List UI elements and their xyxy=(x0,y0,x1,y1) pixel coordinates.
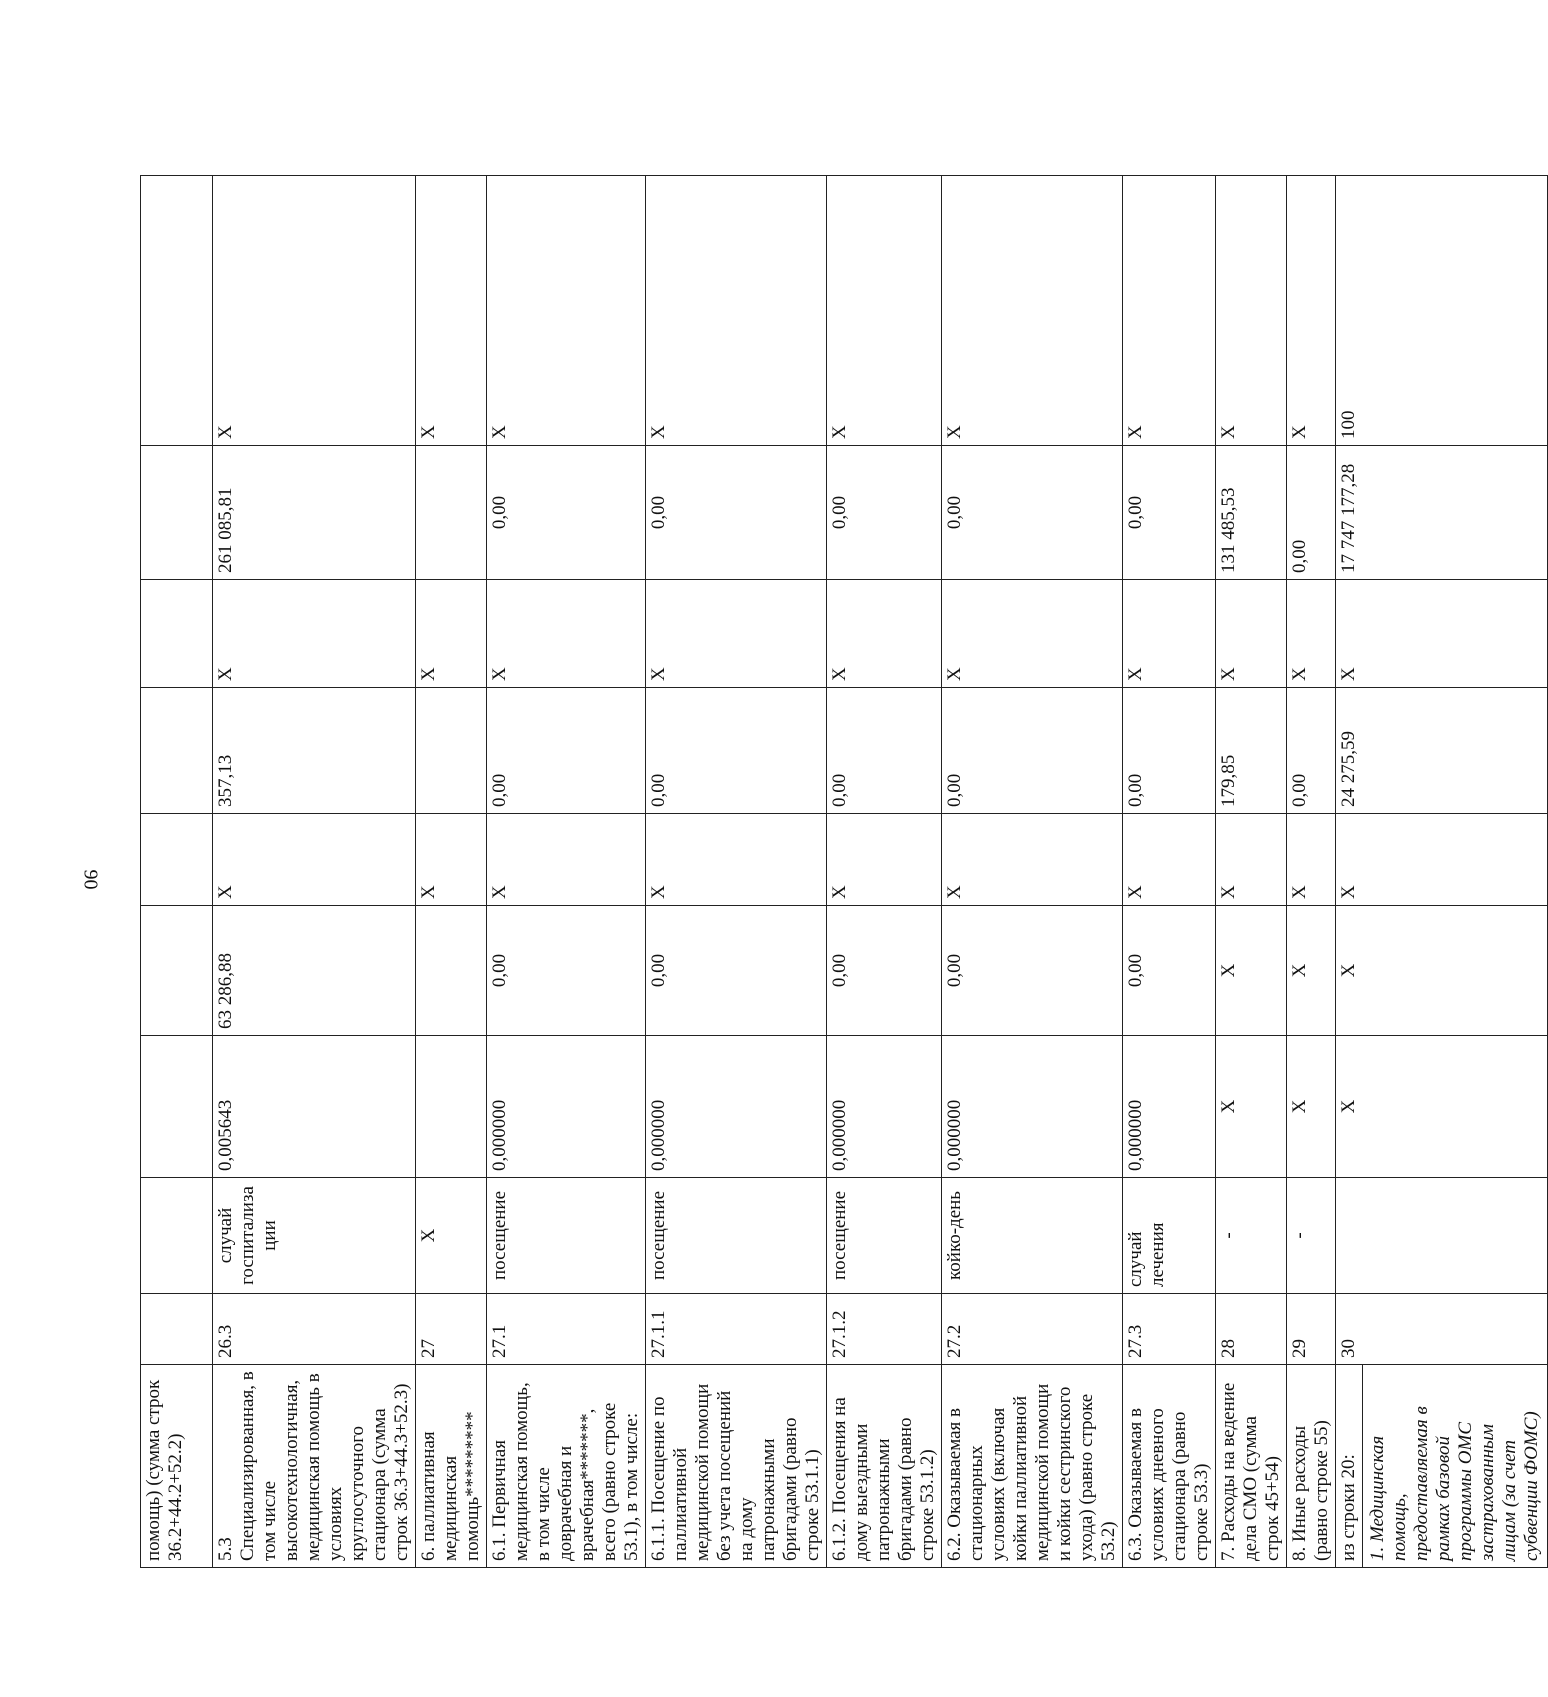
table-row xyxy=(141,176,213,1568)
row-volume: X xyxy=(1216,1036,1287,1178)
row-name-top: из строки 20: xyxy=(1336,1365,1363,1567)
row-unit: случай госпитализации xyxy=(213,1178,416,1294)
row-col10: X xyxy=(1216,176,1287,446)
row-col9: 0,00 xyxy=(646,446,827,580)
row-line-number: 27.1 xyxy=(487,1294,646,1365)
row-col6: X xyxy=(1287,814,1336,906)
row-cost: 0,00 xyxy=(1123,906,1216,1036)
row-col8: X xyxy=(416,580,487,688)
row-col6: X xyxy=(646,814,827,906)
row-unit: - xyxy=(1216,1178,1287,1294)
table-row xyxy=(827,176,942,1568)
row-line-number: 27.1.2 xyxy=(827,1294,942,1365)
row-col9 xyxy=(416,446,487,580)
row-col10: X xyxy=(827,176,942,446)
row-col7: 0,00 xyxy=(942,688,1123,814)
row-name-bottom: 1. Медицинская помощь, предоставляемая в рамках базовой программы ОМС застрахованным лицам (за счет субвенции ФОМС) xyxy=(1367,1406,1542,1561)
row-col7: 179,85 xyxy=(1216,688,1287,814)
row-name: 6.1.1. Посещение по паллиативной медицинской помощи без учета посещений на дому патронажными бригадами (равно строке 53.1.1) xyxy=(646,1365,827,1568)
row-col9: 0,00 xyxy=(942,446,1123,580)
row-cost: X xyxy=(1216,906,1287,1036)
row-col7: 357,13 xyxy=(213,688,416,814)
row-col6: X xyxy=(416,814,487,906)
row-col6: X xyxy=(213,814,416,906)
row-name: 6.2. Оказываемая в стационарных условиях (включая койки паллиативной медицинской помощи и койки сестринского ухода) (равно строке 53.2) xyxy=(942,1365,1123,1568)
row-unit: посещение xyxy=(487,1178,646,1294)
row-line-number: 27.3 xyxy=(1123,1294,1216,1365)
row-col10: X xyxy=(416,176,487,446)
row-col6: X xyxy=(942,814,1123,906)
row-col6: X xyxy=(1123,814,1216,906)
row-cost: 0,00 xyxy=(827,906,942,1036)
row-unit: X xyxy=(416,1178,487,1294)
row-volume: 0,000000 xyxy=(827,1036,942,1178)
row-col10 xyxy=(141,176,213,446)
row-col8: X xyxy=(1336,580,1548,688)
row-col8: X xyxy=(213,580,416,688)
row-unit: койко-день xyxy=(942,1178,1123,1294)
row-cost xyxy=(416,906,487,1036)
row-name: 6.3. Оказываемая в условиях дневного стационара (равно строке 53.3) xyxy=(1123,1365,1216,1568)
row-col8: X xyxy=(487,580,646,688)
row-col6: X xyxy=(1216,814,1287,906)
row-col6: X xyxy=(1336,814,1548,906)
row-col7 xyxy=(416,688,487,814)
row-line-number: 27.2 xyxy=(942,1294,1123,1365)
row-col6: X xyxy=(827,814,942,906)
row-col8: X xyxy=(1216,580,1287,688)
row-cost: X xyxy=(1336,906,1548,1036)
row-unit xyxy=(141,1178,213,1294)
row-volume: X xyxy=(1336,1036,1548,1178)
row-line-number: 30 xyxy=(1336,1294,1548,1365)
table-row xyxy=(1123,176,1216,1568)
row-volume: 0,000000 xyxy=(487,1036,646,1178)
row-col7: 0,00 xyxy=(827,688,942,814)
row-col7: 0,00 xyxy=(1123,688,1216,814)
row-volume: 0,000000 xyxy=(646,1036,827,1178)
row-col10: X xyxy=(487,176,646,446)
row-cost: 0,00 xyxy=(487,906,646,1036)
page-number: 90 xyxy=(79,869,102,890)
row-volume: X xyxy=(1287,1036,1336,1178)
row-name: помощь) (сумма строк 36.2+44.2+52.2) xyxy=(141,1365,213,1568)
row-name-split xyxy=(1336,1365,1548,1568)
row-cost: 0,00 xyxy=(646,906,827,1036)
row-col7: 0,00 xyxy=(487,688,646,814)
row-col10: X xyxy=(1123,176,1216,446)
rotated-table-wrapper xyxy=(140,176,1542,1568)
row-line-number xyxy=(141,1294,213,1365)
row-col9: 0,00 xyxy=(487,446,646,580)
row-col7 xyxy=(141,688,213,814)
row-col8: X xyxy=(646,580,827,688)
table-row xyxy=(1287,176,1336,1568)
row-name: 5.3 Специализированная, в том числе высокотехнологичная, медицинская помощь в условиях круглосуточного стационара (сумма строк 36.3+44.3+52.3) xyxy=(213,1365,416,1568)
row-line-number: 27 xyxy=(416,1294,487,1365)
row-cost: X xyxy=(1287,906,1336,1036)
row-col10: 100 xyxy=(1336,176,1548,446)
row-cost: 0,00 xyxy=(942,906,1123,1036)
row-col8: X xyxy=(942,580,1123,688)
row-col10: X xyxy=(646,176,827,446)
row-col9: 0,00 xyxy=(1123,446,1216,580)
row-col8: X xyxy=(827,580,942,688)
financing-table xyxy=(140,175,1548,1568)
row-cost: 63 286,88 xyxy=(213,906,416,1036)
row-name: 6.1.2. Посещения на дому выездными патронажными бригадами (равно строке 53.1.2) xyxy=(827,1365,942,1568)
row-col9: 17 747 177,28 xyxy=(1336,446,1548,580)
row-line-number: 26.3 xyxy=(213,1294,416,1365)
row-col7: 0,00 xyxy=(1287,688,1336,814)
row-unit xyxy=(1336,1178,1548,1294)
row-volume xyxy=(141,1036,213,1178)
table-row xyxy=(213,176,416,1568)
row-cost xyxy=(141,906,213,1036)
row-line-number: 27.1.1 xyxy=(646,1294,827,1365)
table-row xyxy=(487,176,646,1568)
row-unit: случай лечения xyxy=(1123,1178,1216,1294)
table-row xyxy=(942,176,1123,1568)
row-col6: X xyxy=(487,814,646,906)
row-unit: - xyxy=(1287,1178,1336,1294)
row-col7: 0,00 xyxy=(646,688,827,814)
row-col9: 0,00 xyxy=(827,446,942,580)
row-line-number: 28 xyxy=(1216,1294,1287,1365)
row-col7: 24 275,59 xyxy=(1336,688,1548,814)
row-col8: X xyxy=(1287,580,1336,688)
row-col9: 0,00 xyxy=(1287,446,1336,580)
row-name: 8. Иные расходы (равно строке 55) xyxy=(1287,1365,1336,1568)
row-col10: X xyxy=(213,176,416,446)
row-name: 6.1. Первичная медицинская помощь, в том числе доврачебная и врачебная*******, всего (равно строке 53.1), в том числе: xyxy=(487,1365,646,1568)
row-col8: X xyxy=(1123,580,1216,688)
table-row-last xyxy=(1336,176,1548,1568)
row-volume xyxy=(416,1036,487,1178)
table-row xyxy=(416,176,487,1568)
row-line-number: 29 xyxy=(1287,1294,1336,1365)
row-unit: посещение xyxy=(827,1178,942,1294)
row-volume: 0,005643 xyxy=(213,1036,416,1178)
row-col6 xyxy=(141,814,213,906)
row-volume: 0,000000 xyxy=(1123,1036,1216,1178)
row-name: 7. Расходы на ведение дела СМО (сумма строк 45+54) xyxy=(1216,1365,1287,1568)
table-row xyxy=(646,176,827,1568)
row-name: 6. паллиативная медицинская помощь********* xyxy=(416,1365,487,1568)
row-col10: X xyxy=(942,176,1123,446)
row-col10: X xyxy=(1287,176,1336,446)
row-col9: 261 085,81 xyxy=(213,446,416,580)
row-col8 xyxy=(141,580,213,688)
row-unit: посещение xyxy=(646,1178,827,1294)
row-col9 xyxy=(141,446,213,580)
table-row xyxy=(1216,176,1287,1568)
row-volume: 0,000000 xyxy=(942,1036,1123,1178)
row-col9: 131 485,53 xyxy=(1216,446,1287,580)
